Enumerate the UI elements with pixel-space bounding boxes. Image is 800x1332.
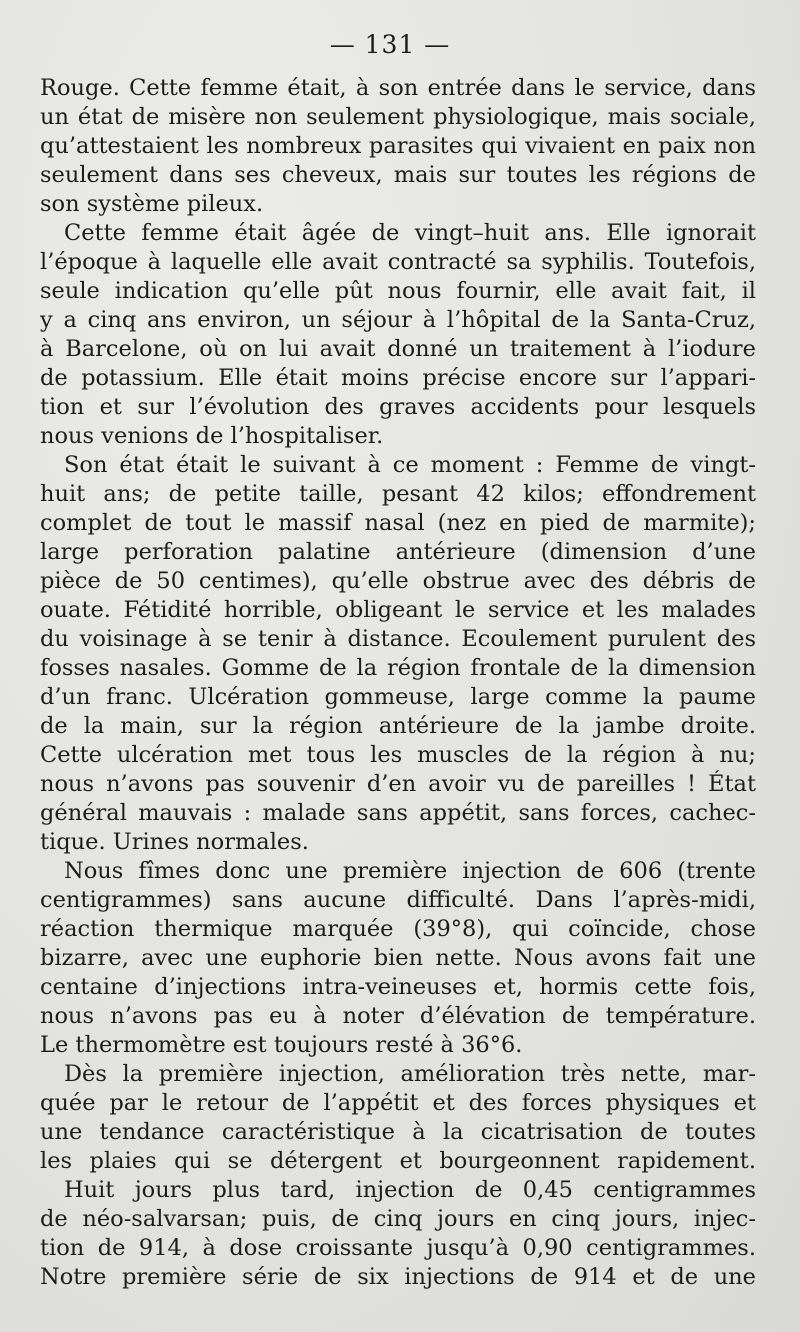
text-line: large perforation palatine antérieure (dimension d’une xyxy=(40,539,756,565)
text-line: tion de 914, à dose croissante jusqu’à 0,90 centigrammes. xyxy=(40,1235,756,1261)
text-line: Notre première série de six injections de 914 et de une xyxy=(40,1264,756,1290)
text-line: seule indication qu’elle pût nous fournir, elle avait fait, il xyxy=(40,278,756,304)
text-line: tion et sur l’évolution des graves accidents pour lesquels xyxy=(40,394,756,420)
text-line: général mauvais : malade sans appétit, sans forces, cachec- xyxy=(40,800,756,826)
text-line: réaction thermique marquée (39°8), qui coïncide, chose xyxy=(40,916,756,942)
text-line: l’époque à laquelle elle avait contracté sa syphilis. Toutefois, xyxy=(40,249,756,275)
text-line: huit ans; de petite taille, pesant 42 kilos; effondrement xyxy=(40,481,756,507)
text-line: à Barcelone, où on lui avait donné un traitement à l’iodure xyxy=(40,336,756,362)
text-line: bizarre, avec une euphorie bien nette. Nous avons fait une xyxy=(40,945,756,971)
text-line: un état de misère non seulement physiologique, mais sociale, xyxy=(40,104,756,130)
text-line: nous n’avons pas souvenir d’en avoir vu de pareilles ! État xyxy=(40,771,756,797)
text-line: du voisinage à se tenir à distance. Ecoulement purulent des xyxy=(40,626,756,652)
text-line: y a cinq ans environ, un séjour à l’hôpital de la Santa-Cruz, xyxy=(40,307,756,333)
text-line: Son état était le suivant à ce moment : Femme de vingt- xyxy=(64,452,756,478)
text-line: complet de tout le massif nasal (nez en pied de marmite); xyxy=(40,510,756,536)
text-line: de la main, sur la région antérieure de la jambe droite. xyxy=(40,713,756,739)
text-line: centaine d’injections intra-veineuses et, hormis cette fois, xyxy=(40,974,756,1000)
text-line: seulement dans ses cheveux, mais sur toutes les régions de xyxy=(40,162,756,188)
text-line: Cette femme était âgée de vingt–huit ans. Elle ignorait xyxy=(64,220,756,246)
text-line: Le thermomètre est toujours resté à 36°6. xyxy=(40,1032,523,1058)
text-line: Dès la première injection, amélioration très nette, mar- xyxy=(64,1061,756,1087)
text-line: une tendance caractéristique à la cicatrisation de toutes xyxy=(40,1119,756,1145)
text-line: centigrammes) sans aucune difficulté. Dans l’après-midi, xyxy=(40,887,756,913)
text-line: Huit jours plus tard, injection de 0,45 centigrammes xyxy=(64,1177,756,1203)
text-line: Nous fîmes donc une première injection de 606 (trente xyxy=(64,858,756,884)
text-line: de potassium. Elle était moins précise encore sur l’appari- xyxy=(40,365,756,391)
text-line: pièce de 50 centimes), qu’elle obstrue avec des débris de xyxy=(40,568,756,594)
text-line: nous venions de l’hospitaliser. xyxy=(40,423,384,449)
text-line: de néo-salvarsan; puis, de cinq jours en cinq jours, injec- xyxy=(40,1206,756,1232)
text-line: nous n’avons pas eu à noter d’élévation de température. xyxy=(40,1003,756,1029)
text-line: les plaies qui se détergent et bourgeonnent rapidement. xyxy=(40,1148,756,1174)
text-line: son système pileux. xyxy=(40,191,264,217)
text-line: fosses nasales. Gomme de la région frontale de la dimension xyxy=(40,655,756,681)
text-line: Cette ulcération met tous les muscles de la région à nu; xyxy=(40,742,756,768)
body-text xyxy=(40,74,756,1292)
page-number: — 131 — xyxy=(329,30,451,59)
text-line: Rouge. Cette femme était, à son entrée dans le service, dans xyxy=(40,75,756,101)
text-line: qu’attestaient les nombreux parasites qui vivaient en paix non xyxy=(40,133,756,159)
text-line: d’un franc. Ulcération gommeuse, large comme la paume xyxy=(40,684,756,710)
text-line: ouate. Fétidité horrible, obligeant le service et les malades xyxy=(40,597,756,623)
text-line: tique. Urines normales. xyxy=(40,829,309,855)
text-line: quée par le retour de l’appétit et des forces physiques et xyxy=(40,1090,756,1116)
